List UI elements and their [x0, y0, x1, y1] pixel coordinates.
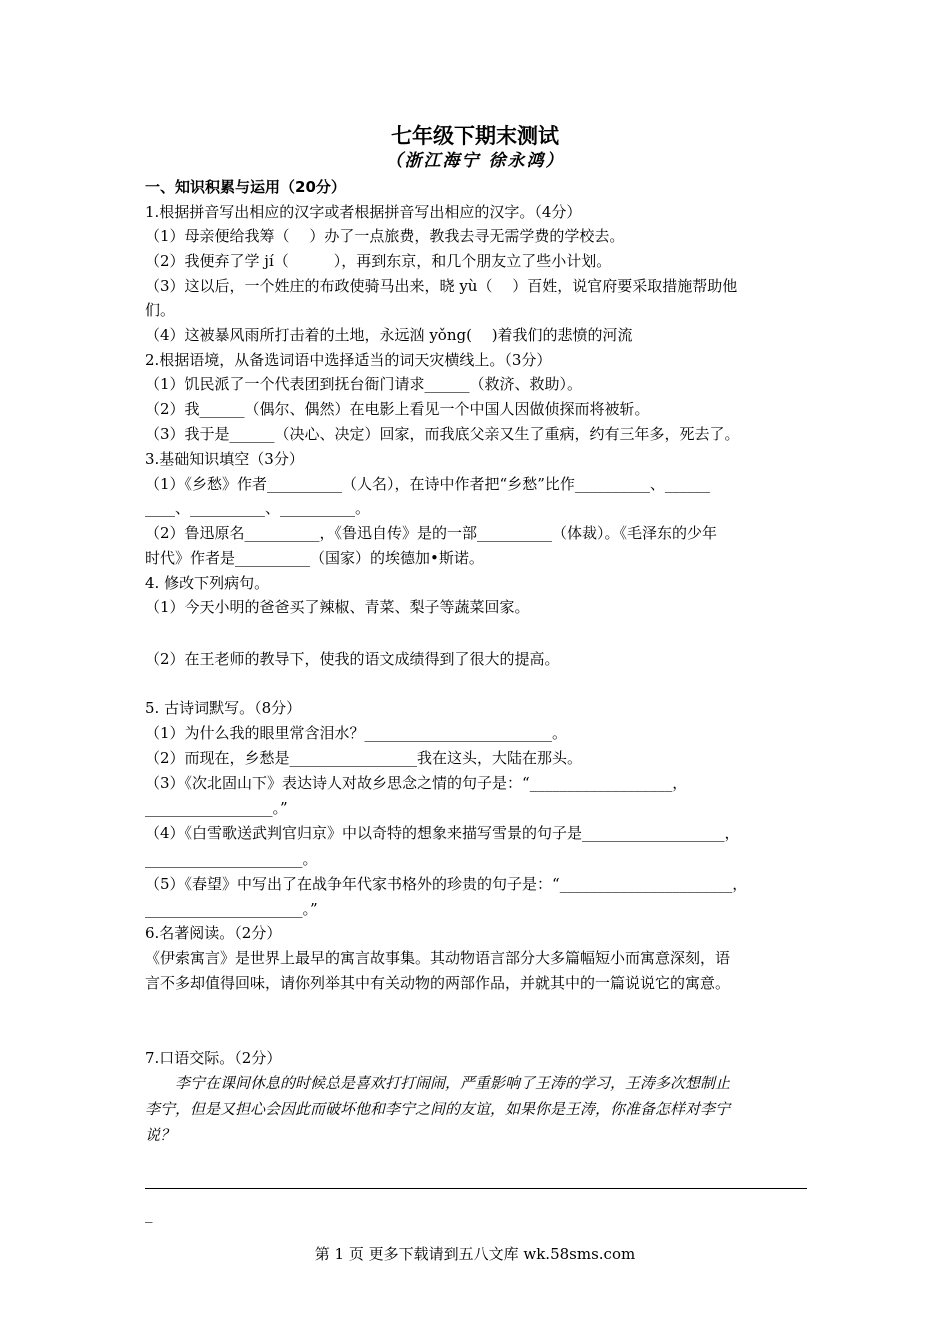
page-title: 七年级下期末测试	[391, 123, 559, 148]
text-line: 3.基础知识填空（3分）	[145, 450, 304, 468]
text-line: 《伊索寓言》是世界上最早的寓言故事集。其动物语言部分大多篇幅短小而寓意深刻，语	[145, 949, 731, 967]
text-line: 1.根据拼音写出相应的汉字或者根据拼音写出相应的汉字。（4分）	[145, 203, 582, 221]
text-line: _____________________。	[145, 850, 318, 868]
text-line: 7.口语交际。（2分）	[145, 1049, 282, 1067]
text-line: 5. 古诗词默写。（8分）	[145, 699, 302, 717]
section-heading: 一、知识积累与运用（20分）	[145, 178, 346, 196]
text-line: （4）这被暴风雨所打击着的土地，永远汹 yǒng( )着我们的悲愤的河流	[145, 326, 633, 344]
text-line: （2）鲁迅原名__________，《鲁迅自传》是的一部__________（体裁）。《毛泽东的少年	[145, 524, 718, 542]
text-line: （2）我便弃了学 jí（ ），再到东京，和几个朋友立了些小计划。	[145, 252, 612, 270]
text-line: 说？	[145, 1126, 176, 1144]
page-subtitle: （浙江海宁 徐永鸿）	[385, 151, 565, 171]
text-line: （3）这以后，一个姓庄的布政使骑马出来，晓 yù（ ）百姓，说官府要采取措施帮助他	[145, 277, 738, 295]
text-line: 2.根据语境，从备选词语中选择适当的词天灾横线上。（3分）	[145, 351, 552, 369]
text-line: 言不多却值得回味，请你列举其中有关动物的两部作品，并就其中的一篇说说它的寓意。	[145, 974, 731, 992]
text-line: （2）而现在，乡愁是_________________我在这头，大陆在那头。	[145, 749, 583, 767]
text-line: （1）饥民派了一个代表团到抚台衙门请求______（救济、救助）。	[145, 375, 583, 393]
text-line: _________________。”	[145, 799, 288, 817]
text-line: 们。	[145, 301, 176, 319]
text-line: （1）《乡愁》作者__________（人名），在诗中作者把“乡愁”比作__________、______	[145, 475, 710, 493]
answer-rule	[145, 1188, 807, 1189]
text-line: （3）《次北固山下》表达诗人对故乡思念之情的句子是：“___________________，	[145, 774, 688, 792]
text-line: （1）今天小明的爸爸买了辣椒、青菜、梨子等蔬菜回家。	[145, 598, 530, 616]
text-line: 李宁在课间休息的时候总是喜欢打打闹闹，严重影响了王涛的学习，王涛多次想制止	[145, 1074, 731, 1092]
text-line: （1）为什么我的眼里常含泪水？_________________________。	[145, 724, 568, 742]
text-line: （3）我于是______（决心、决定）回家，而我底父亲又生了重病，约有三年多，死去了。	[145, 425, 740, 443]
text-line: （1）母亲便给我筹（ ）办了一点旅费，教我去寻无需学费的学校去。	[145, 227, 625, 245]
text-line: _____________________。”	[145, 900, 318, 918]
text-line: 6.名著阅读。（2分）	[145, 924, 282, 942]
text-line: （4）《白雪歌送武判官归京》中以奇特的想象来描写雪景的句子是___________________，	[145, 824, 740, 842]
text-line: （2）在王老师的教导下，使我的语文成绩得到了很大的提高。	[145, 650, 560, 668]
text-line: 李宁，但是又担心会因此而破坏他和李宁之间的友谊，如果你是王涛，你准备怎样对李宁	[145, 1100, 731, 1118]
text-line: 时代》作者是__________（国家）的埃德加•斯诺。	[145, 549, 484, 567]
page-footer: 第 1 页 更多下载请到五八文库 wk.58sms.com	[314, 1245, 636, 1263]
text-line: 4. 修改下列病句。	[145, 574, 270, 592]
text-line: （2）我______（偶尔、偶然）在电影上看见一个中国人因做侦探而将被斩。	[145, 400, 650, 418]
answer-mark: _	[145, 1205, 153, 1223]
text-line: （5）《春望》中写出了在战争年代家书格外的珍贵的句子是：“_______________________，	[145, 875, 748, 893]
text-line: ____、__________、__________。	[145, 499, 371, 517]
